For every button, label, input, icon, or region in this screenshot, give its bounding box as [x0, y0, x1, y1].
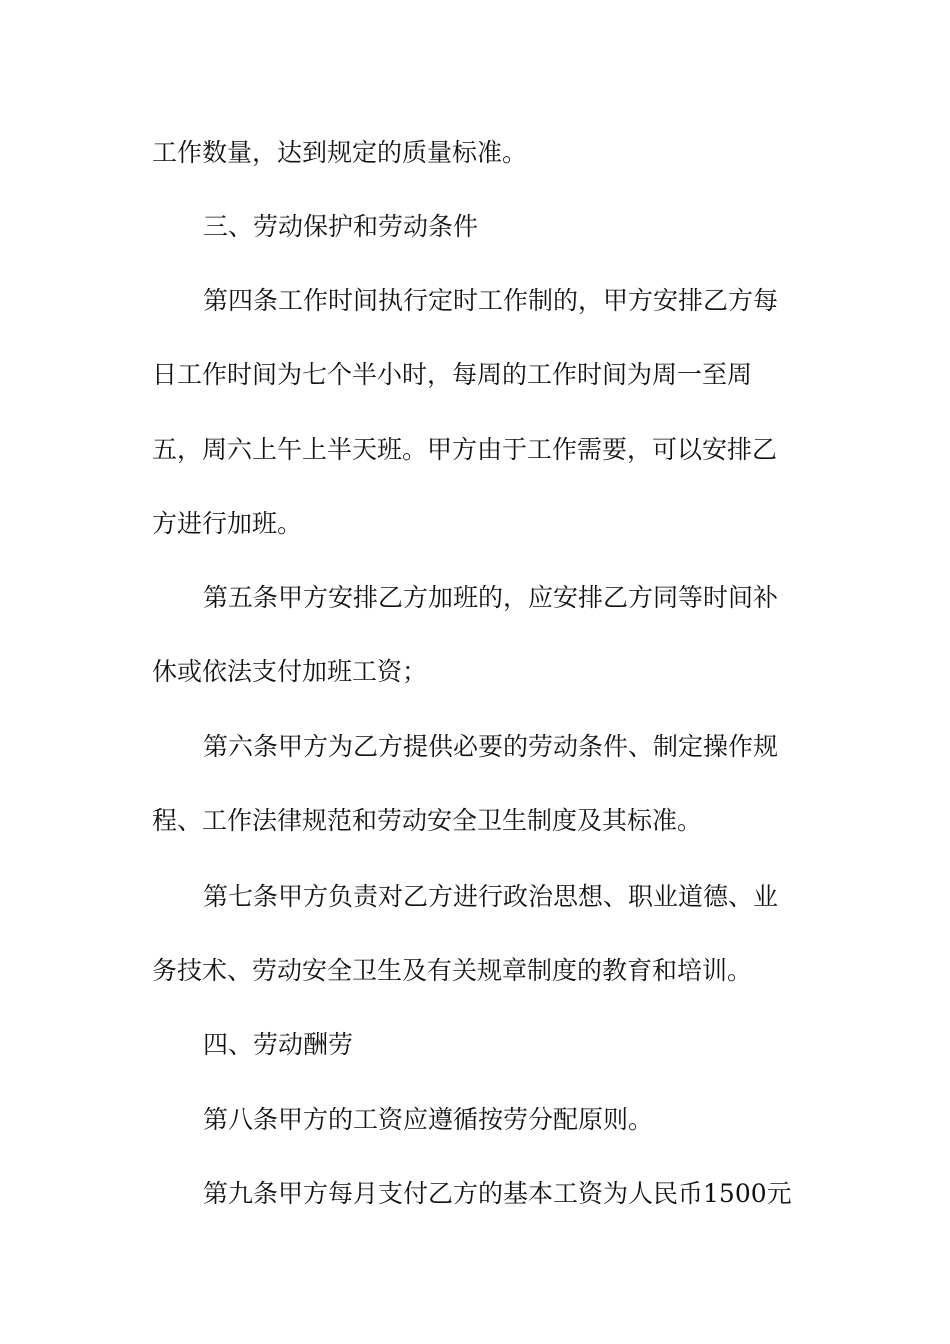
text-line: 第六条甲方为乙方提供必要的劳动条件、制定操作规 — [203, 732, 779, 761]
text-line: 务技术、劳动安全卫生及有关规章制度的教育和培训。 — [152, 956, 753, 985]
section-heading: 四、劳动酬劳 — [203, 1030, 354, 1059]
text-line: 第七条甲方负责对乙方进行政治思想、职业道德、业 — [203, 882, 779, 911]
text-line: 第九条甲方每月支付乙方的基本工资为人民币1500元 — [203, 1179, 792, 1208]
text-line: 第四条工作时间执行定时工作制的，甲方安排乙方每 — [203, 286, 779, 315]
text-line: 第五条甲方安排乙方加班的，应安排乙方同等时间补 — [203, 583, 779, 612]
section-heading: 三、劳动保护和劳动条件 — [203, 212, 479, 241]
text-line: 程、工作法律规范和劳动安全卫生制度及其标准。 — [152, 806, 703, 835]
text-line: 五，周六上午上半天班。甲方由于工作需要，可以安排乙 — [152, 435, 778, 464]
text-line: 休或依法支付加班工资； — [152, 657, 428, 686]
text-line: 日工作时间为七个半小时，每周的工作时间为周一至周 — [152, 360, 753, 389]
text-line: 第八条甲方的工资应遵循按劳分配原则。 — [203, 1105, 654, 1134]
text-line: 方进行加班。 — [152, 509, 303, 538]
text-line: 工作数量，达到规定的质量标准。 — [152, 138, 528, 167]
